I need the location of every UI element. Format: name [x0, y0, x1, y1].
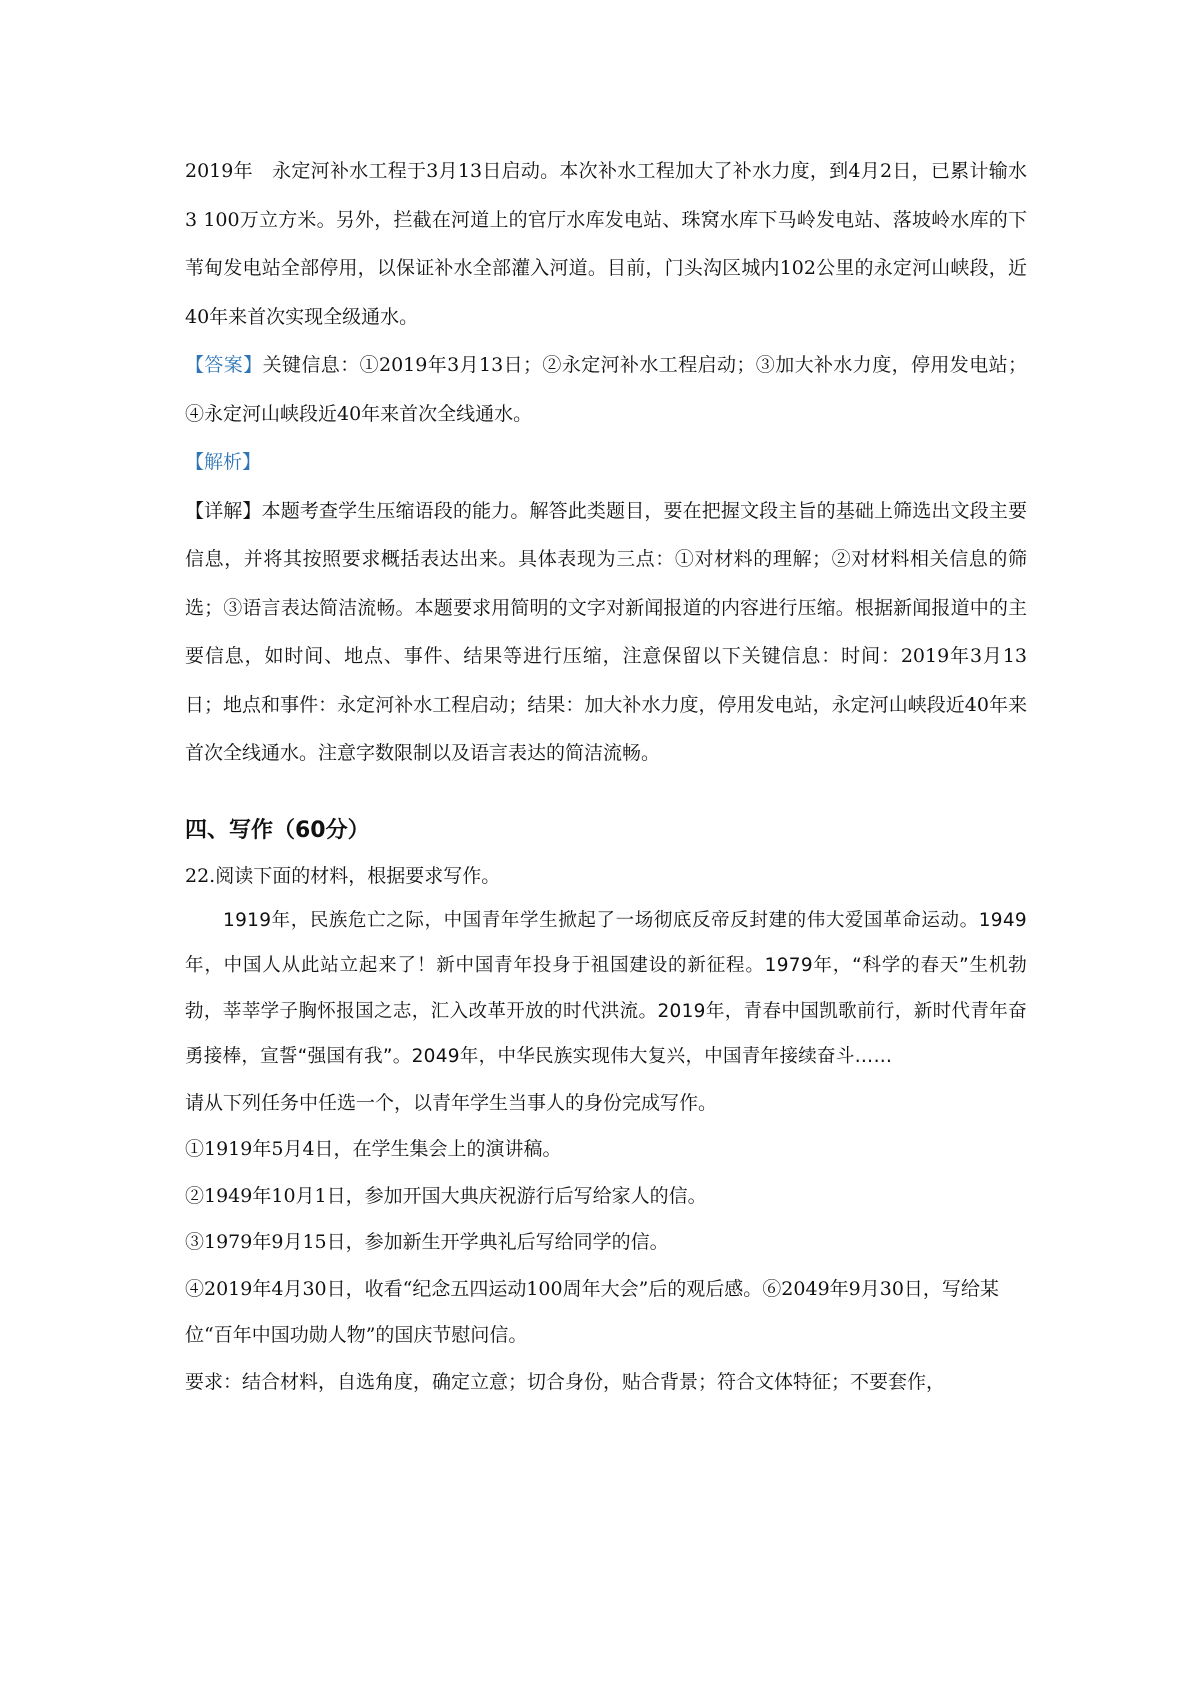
- task-instruction: 请从下列任务中任选一个，以青年学生当事人的身份完成写作。: [185, 1091, 718, 1114]
- section-heading: 四、写作（60分）: [185, 817, 370, 843]
- detail-text: 本题考查学生压缩语段的能力。解答此类题目，要在把握文段主旨的基础上筛选出文段主要信息，并将其按照要求概括表达出来。具体表现为三点：①对材料的理解；②对材料相关信息的筛选；③语言表达简洁流畅。本题要求用简明的文字对新闻报道的内容进行压缩。根据新闻报道中的主要信息，如时间、地点、事件、结果等进行压缩，注意保留以下关键信息：时间：2019年3月13日；地点和事件：永定河补水工程启动；结果：加大补水力度，停用发电站，永定河山峡段近40年来首次全线通水。注意字数限制以及语言表达的简洁流畅。: [185, 499, 1027, 764]
- detail-paragraph: [185, 487, 1027, 778]
- document-page: [185, 147, 1027, 1405]
- task-item: ①1919年5月4日，在学生集会上的演讲稿。: [185, 1138, 562, 1160]
- material-paragraph: 1919年，民族危亡之际，中国青年学生掀起了一场彻底反帝反封建的伟大爱国革命运动。1949年，中国人从此站立起来了！新中国青年投身于祖国建设的新征程。1979年，“科学的春天”生机勃勃，莘莘学子胸怀报国之志，汇入改革开放的时代洪流。2019年，青春中国凯歌前行，新时代青年奋勇接棒，宣誓“强国有我”。2049年，中华民族实现伟大复兴，中国青年接续奋斗……: [185, 909, 1027, 1067]
- analysis-tag: 【解析】: [185, 451, 262, 473]
- detail-tag: 【详解】: [185, 499, 262, 522]
- answer-tag: 【答案】: [185, 354, 263, 376]
- task-item: ④2019年4月30日，收看“纪念五四运动100周年大会”后的观后感。⑥2049年9月30日，写给某位“百年中国功勋人物”的国庆节慰问信。: [185, 1277, 999, 1346]
- answer-text: 关键信息：①2019年3月13日；②永定河补水工程启动；③加大补水力度，停用发电站；④永定河山峡段近40年来首次全线通水。: [185, 354, 1027, 425]
- task-item: ②1949年10月1日，参加开国大典庆祝游行后写给家人的信。: [185, 1184, 707, 1207]
- question-prompt: 22.阅读下面的材料，根据要求写作。: [185, 864, 501, 887]
- passage-paragraph: 2019年 永定河补水工程于3月13日启动。本次补水工程加大了补水力度，到4月2日，已累计输水3 100万立方米。另外，拦截在河道上的官厅水库发电站、珠窝水库下马岭发电站、落坡岭水库的下苇甸发电站全部停用，以保证补水全部灌入河道。目前，门头沟区城内102公里的永定河山峡段，近40年来首次实现全级通水。: [185, 160, 1027, 328]
- task-item: ③1979年9月15日，参加新生开学典礼后写给同学的信。: [185, 1231, 669, 1253]
- requirements-text: 要求：结合材料，自选角度，确定立意；切合身份，贴合背景；符合文体特征；不要套作，: [185, 1370, 946, 1393]
- answer-paragraph: [185, 341, 1027, 438]
